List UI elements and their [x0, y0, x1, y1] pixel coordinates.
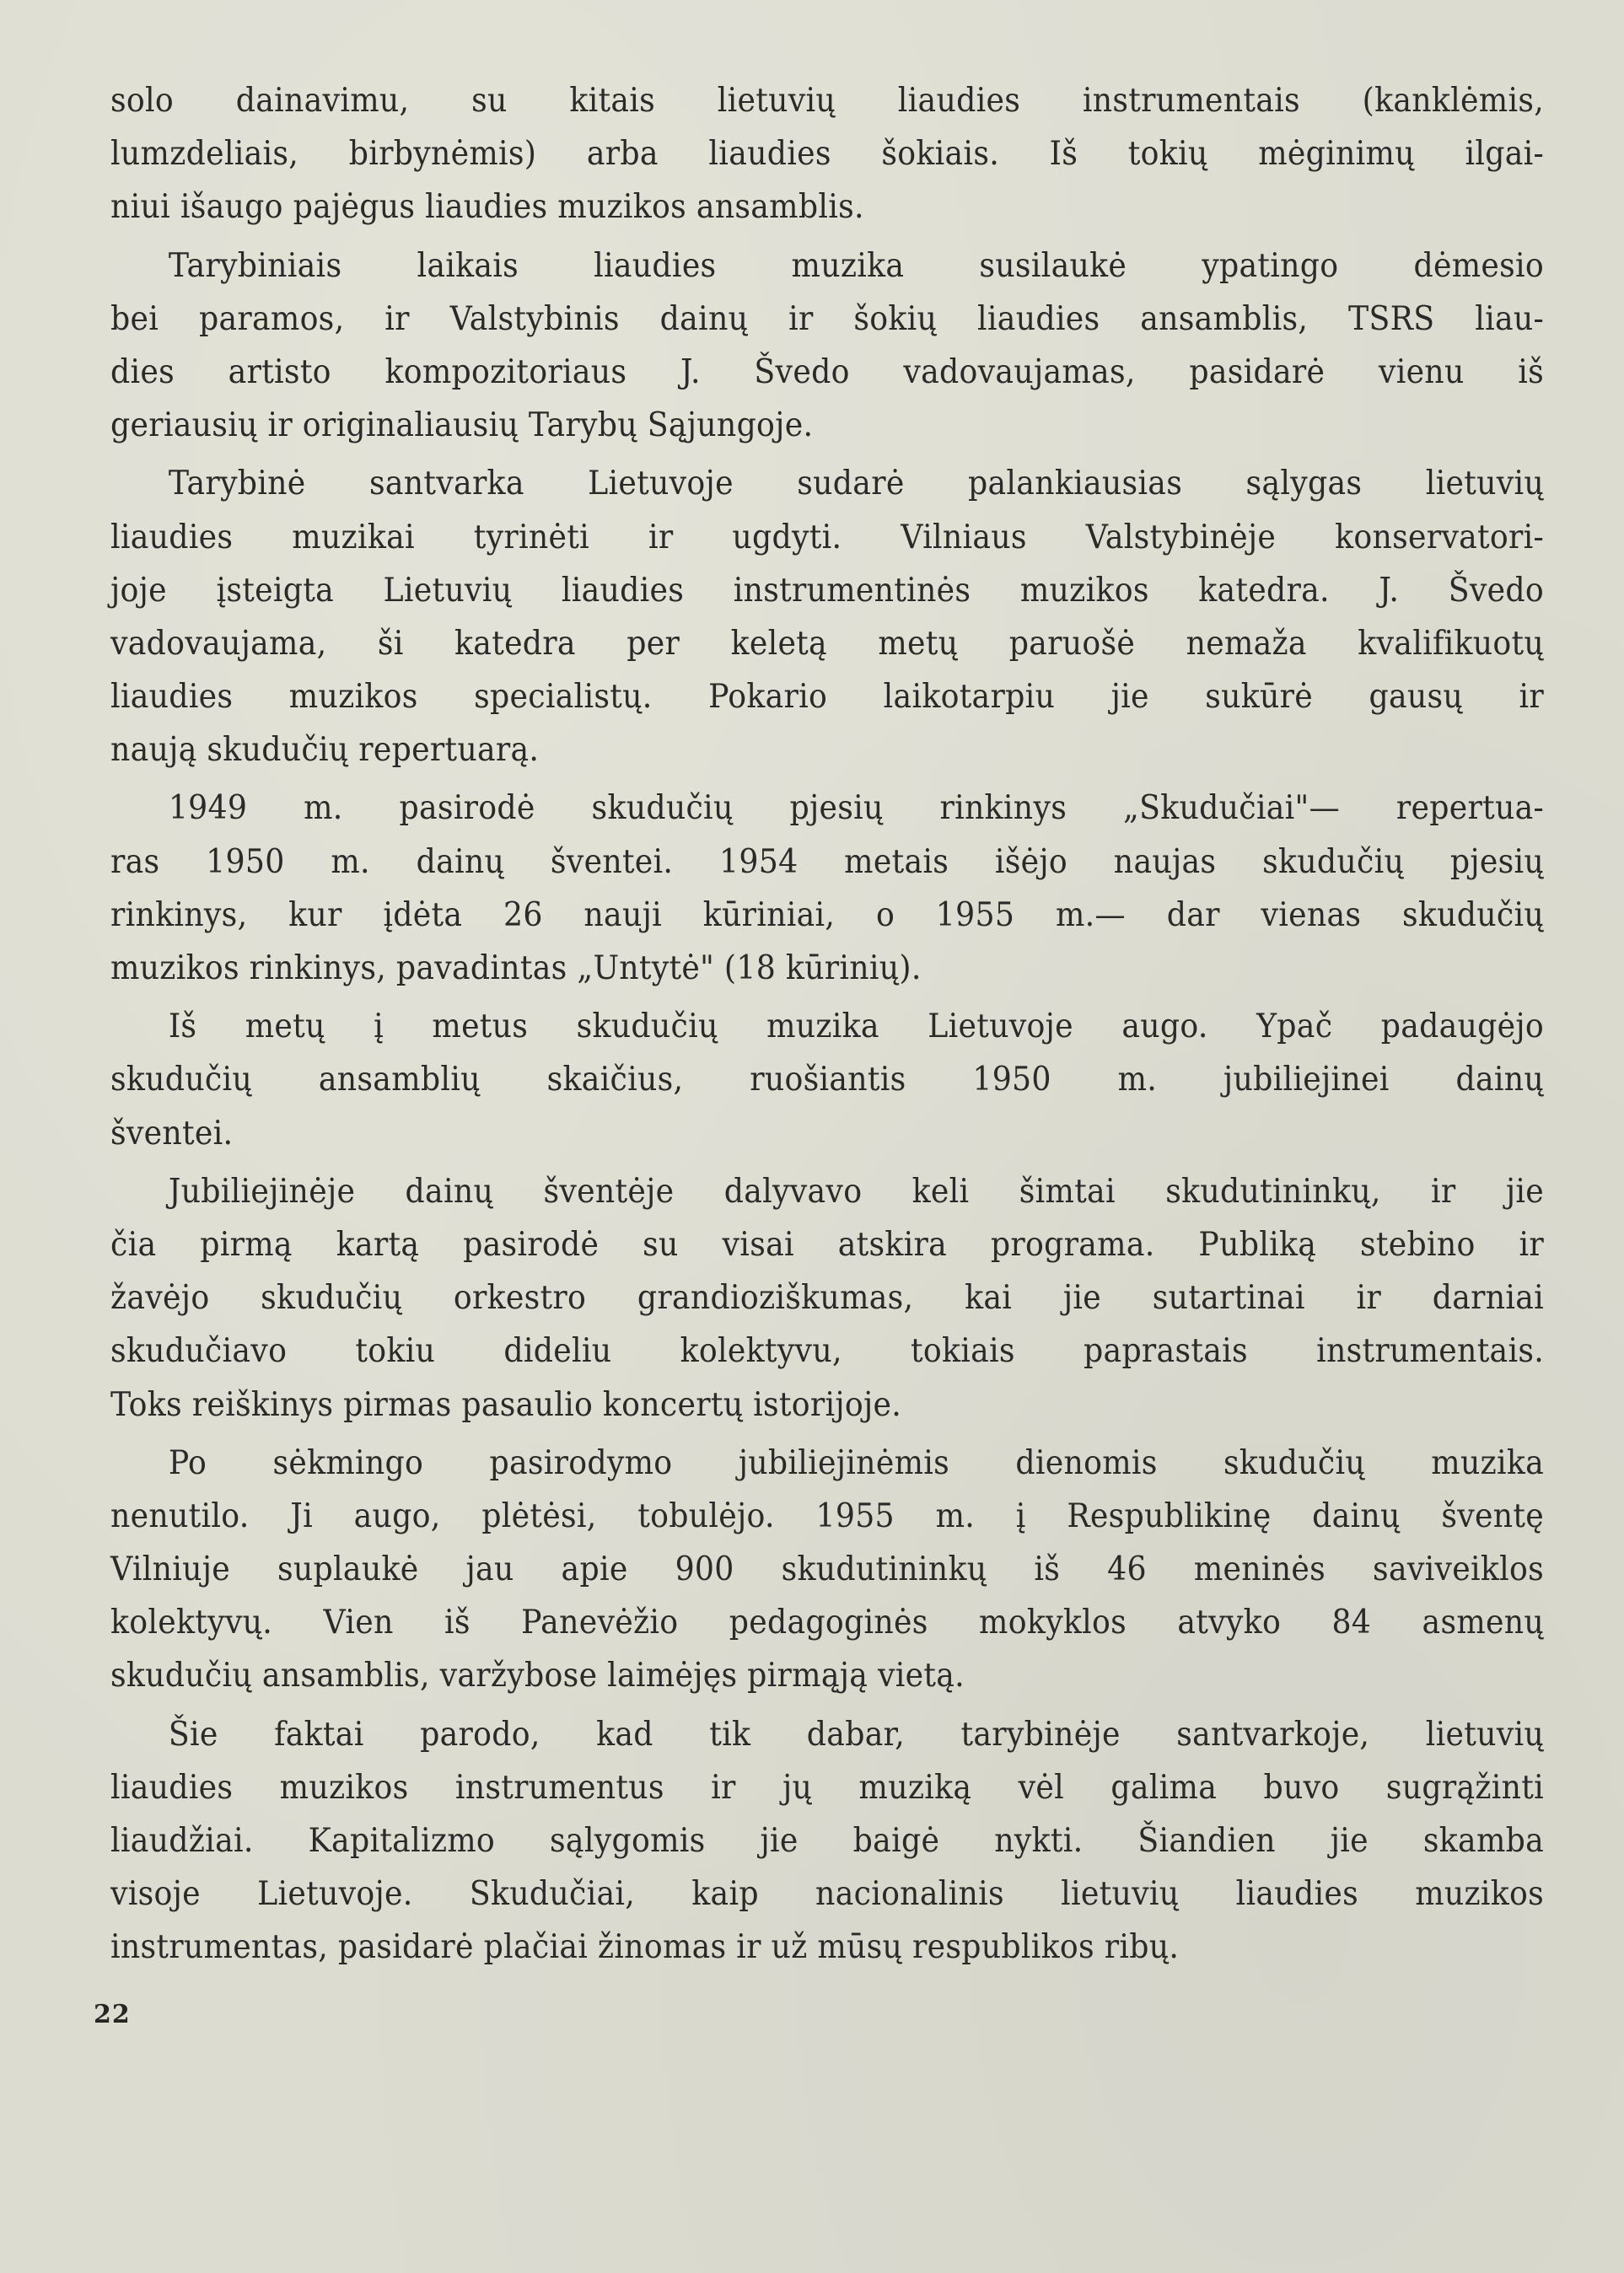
text-line: skudučių ansamblių skaičius, ruošiantis 1950 m. jubiliejinei dainų: [110, 1061, 1545, 1099]
text-line: liaudies muzikos instrumentus ir jų muziką vėl galima buvo sugrąžinti: [110, 1768, 1545, 1807]
text-line: Jubiliejinėje dainų šventėje dalyvavo keli šimtai skudutininkų, ir jie: [168, 1172, 1545, 1211]
text-line: liaudžiai. Kapitalizmo sąlygomis jie baigė nykti. Šiandien jie skamba: [110, 1822, 1545, 1860]
text-line: Šie faktai parodo, kad tik dabar, tarybinėje santvarkoje, lietuvių: [168, 1715, 1545, 1754]
paragraph: [110, 1165, 1544, 1432]
text-line: skudučių ansamblis, varžybose laimėjęs pirmąją vietą.: [110, 1657, 965, 1695]
paragraph: [110, 782, 1544, 995]
text-line: šventei.: [110, 1114, 234, 1153]
text-line: dies artisto kompozitoriaus J. Švedo vadovaujamas, pasidarė vienu iš: [110, 352, 1545, 391]
text-line: lumzdeliais, birbynėmis) arba liaudies šokiais. Iš tokių mėginimų ilgai-: [110, 135, 1545, 174]
paragraph: [110, 74, 1544, 234]
text-line: Vilniuje suplaukė jau apie 900 skudutininkų iš 46 meninės saviveiklos: [110, 1550, 1545, 1589]
text-line: muzikos rinkinys, pavadintas „Untytė" (18 kūrinių).: [110, 949, 922, 987]
text-line: Po sėkmingo pasirodymo jubiliejinėmis dienomis skudučių muzika: [168, 1443, 1545, 1482]
text-line: kolektyvų. Vien iš Panevėžio pedagoginės mokyklos atvyko 84 asmenų: [110, 1604, 1545, 1642]
text-line: Tarybinė santvarka Lietuvoje sudarė palankiausias sąlygas lietuvių: [168, 465, 1545, 503]
text-line: ras 1950 m. dainų šventei. 1954 metais išėjo naujas skudučių pjesių: [110, 842, 1545, 881]
text-line: visoje Lietuvoje. Skudučiai, kaip nacionalinis lietuvių liaudies muzikos: [110, 1875, 1545, 1914]
text-line: instrumentas, pasidarė plačiai žinomas ir už mūsų respublikos ribų.: [110, 1928, 1180, 1967]
paragraph: [110, 1000, 1544, 1160]
text-line: 1949 m. pasirodė skudučių pjesių rinkinys „Skudučiai"— repertua-: [168, 789, 1545, 828]
text-line: Toks reiškinys pirmas pasaulio koncertų istorijoje.: [110, 1385, 902, 1424]
text-line: geriausių ir originaliausių Tarybų Sąjungoje.: [110, 406, 814, 445]
text-line: nenutilo. Ji augo, plėtėsi, tobulėjo. 1955 m. į Respublikinę dainų šventę: [110, 1497, 1545, 1535]
text-line: liaudies muzikos specialistų. Pokario laikotarpiu jie sukūrė gausų ir: [110, 678, 1545, 717]
text-line: žavėjo skudučių orkestro grandioziškumas, kai jie sutartinai ir darniai: [110, 1279, 1545, 1318]
text-line: liaudies muzikai tyrinėti ir ugdyti. Vilniaus Valstybinėje konservatori-: [110, 518, 1545, 556]
paragraph: [110, 1708, 1544, 1975]
text-line: čia pirmą kartą pasirodė su visai atskira programa. Publiką stebino ir: [110, 1225, 1545, 1264]
text-line: Tarybiniais laikais liaudies muzika susilaukė ypatingo dėmesio: [168, 246, 1545, 285]
text-line: naują skudučių repertuarą.: [110, 731, 540, 770]
paragraph: [110, 457, 1544, 776]
text-line: niui išaugo pajėgus liaudies muzikos ansamblis.: [110, 188, 864, 227]
paragraph: [110, 1437, 1544, 1703]
text-line: Iš metų į metus skudučių muzika Lietuvoje augo. Ypač padaugėjo: [168, 1008, 1545, 1046]
text-line: bei paramos, ir Valstybinis dainų ir šokių liaudies ansamblis, TSRS liau-: [110, 299, 1545, 338]
paragraph: [110, 239, 1544, 453]
page-number: 22: [94, 2000, 131, 2029]
text-line: joje įsteigta Lietuvių liaudies instrumentinės muzikos katedra. J. Švedo: [110, 571, 1545, 610]
text-line: skudučiavo tokiu dideliu kolektyvu, tokiais paprastais instrumentais.: [110, 1332, 1545, 1371]
text-line: solo dainavimu, su kitais lietuvių liaudies instrumentais (kanklėmis,: [110, 82, 1545, 120]
text-line: rinkinys, kur įdėta 26 nauji kūriniai, o 1955 m.— dar vienas skudučių: [110, 895, 1545, 934]
text-line: vadovaujama, ši katedra per keletą metų paruošė nemaža kvalifikuotų: [110, 624, 1545, 663]
body-text: [110, 74, 1544, 1975]
